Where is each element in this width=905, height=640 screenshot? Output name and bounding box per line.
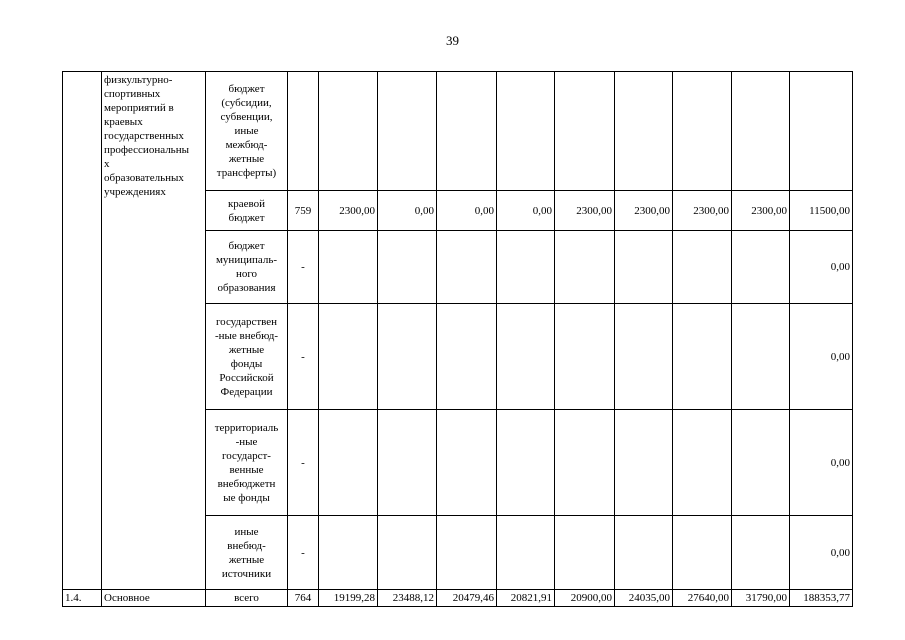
- year-value-cell: 2300,00: [555, 191, 615, 231]
- year-value-cell: [378, 410, 437, 516]
- year-value-cell: [319, 410, 378, 516]
- funding-source-cell: [206, 231, 288, 304]
- funding-source-line: Федерации: [220, 385, 273, 398]
- total-cell: 188353,77: [790, 590, 853, 607]
- code-cell: -: [288, 410, 319, 516]
- code-cell: 764: [288, 590, 319, 607]
- year-value-cell: [497, 304, 555, 410]
- code-cell: -: [288, 231, 319, 304]
- funding-source-line: бюджет: [228, 83, 265, 95]
- year-value-cell: 2300,00: [732, 191, 790, 231]
- year-value-cell: [555, 304, 615, 410]
- year-value-cell: 31790,00: [732, 590, 790, 607]
- item-name-line: х: [104, 158, 110, 170]
- funding-source-line: межбюд-: [225, 139, 268, 151]
- funding-source-line: бюджет: [228, 240, 265, 252]
- total-cell: 0,00: [790, 410, 853, 516]
- year-value-cell: [732, 231, 790, 304]
- funding-source-line: государст-: [222, 449, 271, 462]
- year-value-cell: 2300,00: [615, 191, 673, 231]
- year-value-cell: [497, 410, 555, 516]
- year-value-cell: 2300,00: [319, 191, 378, 231]
- funding-source-line: внебюджетн: [217, 477, 276, 490]
- item-name-line: профессиональны: [104, 144, 189, 156]
- funding-source-cell: [206, 304, 288, 410]
- funding-source-line: ного: [235, 268, 258, 280]
- funding-source-line: источники: [221, 567, 272, 580]
- funding-source-line: -ные: [235, 435, 258, 448]
- funding-source-line: иные: [234, 525, 259, 538]
- total-cell: 11500,00: [790, 191, 853, 231]
- year-value-cell: 0,00: [378, 191, 437, 231]
- funding-source-line: внебюд-: [227, 539, 266, 552]
- year-value-cell: 19199,28: [319, 590, 378, 607]
- funding-source-line: образования: [217, 282, 276, 294]
- year-value-cell: [615, 304, 673, 410]
- total-cell: 0,00: [790, 231, 853, 304]
- year-value-cell: [497, 72, 555, 191]
- year-value-cell: 23488,12: [378, 590, 437, 607]
- budget-table: [62, 71, 853, 607]
- total-cell: 0,00: [790, 516, 853, 590]
- year-value-cell: [319, 231, 378, 304]
- funding-source-line: трансферты): [216, 167, 277, 179]
- funding-source-line: -ные внебюд-: [214, 329, 279, 342]
- funding-source-cell: [206, 410, 288, 516]
- item-name-line: спортивных: [104, 88, 161, 100]
- funding-source-line: венные: [229, 463, 264, 476]
- funding-source-line: ые фонды: [223, 491, 270, 504]
- funding-source-line: жетные: [228, 553, 265, 566]
- funding-source-cell: [206, 72, 288, 191]
- item-name-cell: Основное: [102, 590, 206, 607]
- year-value-cell: 24035,00: [615, 590, 673, 607]
- funding-source-line: субвенции,: [220, 111, 273, 123]
- year-value-cell: [615, 516, 673, 590]
- year-value-cell: [555, 231, 615, 304]
- year-value-cell: [319, 516, 378, 590]
- year-value-cell: [378, 72, 437, 191]
- funding-source-cell: [206, 191, 288, 231]
- funding-source-line: жетные: [228, 343, 265, 356]
- year-value-cell: 20821,91: [497, 590, 555, 607]
- year-value-cell: [555, 516, 615, 590]
- year-value-cell: [437, 410, 497, 516]
- year-value-cell: [319, 72, 378, 191]
- year-value-cell: [437, 231, 497, 304]
- item-name-line: физкультурно-: [104, 74, 173, 86]
- year-value-cell: 20900,00: [555, 590, 615, 607]
- item-name-line: учреждениях: [104, 186, 166, 198]
- year-value-cell: 20479,46: [437, 590, 497, 607]
- year-value-cell: [732, 516, 790, 590]
- code-cell: -: [288, 516, 319, 590]
- year-value-cell: [555, 72, 615, 191]
- funding-source-line: краевой: [227, 197, 266, 210]
- code-cell: [288, 72, 319, 191]
- table-row: [63, 72, 853, 191]
- code-cell: 759: [288, 191, 319, 231]
- item-name-line: краевых: [104, 116, 143, 128]
- funding-source-line: Российской: [219, 371, 274, 384]
- year-value-cell: [615, 410, 673, 516]
- year-value-cell: 0,00: [437, 191, 497, 231]
- year-value-cell: [437, 304, 497, 410]
- year-value-cell: [673, 72, 732, 191]
- year-value-cell: [437, 516, 497, 590]
- year-value-cell: [437, 72, 497, 191]
- year-value-cell: [497, 516, 555, 590]
- funding-source-line: муниципаль-: [215, 254, 278, 266]
- item-name-line: образовательных: [104, 172, 184, 184]
- funding-source-line: фонды: [230, 357, 263, 370]
- year-value-cell: [615, 72, 673, 191]
- year-value-cell: [732, 410, 790, 516]
- total-cell: 0,00: [790, 304, 853, 410]
- item-name-line: государственных: [104, 130, 184, 142]
- year-value-cell: [673, 231, 732, 304]
- funding-source-line: бюджет: [228, 211, 265, 224]
- year-value-cell: [319, 304, 378, 410]
- year-value-cell: [732, 304, 790, 410]
- funding-source-line: иные: [234, 125, 259, 137]
- year-value-cell: [497, 231, 555, 304]
- page-number: 39: [446, 33, 459, 48]
- year-value-cell: 0,00: [497, 191, 555, 231]
- year-value-cell: [555, 410, 615, 516]
- item-name-cell: [102, 72, 206, 590]
- year-value-cell: 27640,00: [673, 590, 732, 607]
- funding-source-line: жетные: [228, 153, 265, 165]
- code-cell: -: [288, 304, 319, 410]
- year-value-cell: [378, 516, 437, 590]
- year-value-cell: [378, 304, 437, 410]
- item-name-line: мероприятий в: [104, 102, 174, 114]
- year-value-cell: [378, 231, 437, 304]
- funding-source-cell: [206, 516, 288, 590]
- funding-source-line: государствен: [215, 315, 278, 328]
- year-value-cell: [732, 72, 790, 191]
- year-value-cell: [673, 516, 732, 590]
- funding-source-cell: всего: [206, 590, 288, 607]
- table-row: [63, 590, 853, 607]
- funding-source-line: территориаль: [214, 421, 279, 434]
- total-cell: [790, 72, 853, 191]
- year-value-cell: [673, 410, 732, 516]
- year-value-cell: [673, 304, 732, 410]
- year-value-cell: [615, 231, 673, 304]
- item-number-cell: [63, 72, 102, 590]
- year-value-cell: 2300,00: [673, 191, 732, 231]
- funding-source-line: (субсидии,: [221, 97, 272, 109]
- item-number-cell: 1.4.: [63, 590, 102, 607]
